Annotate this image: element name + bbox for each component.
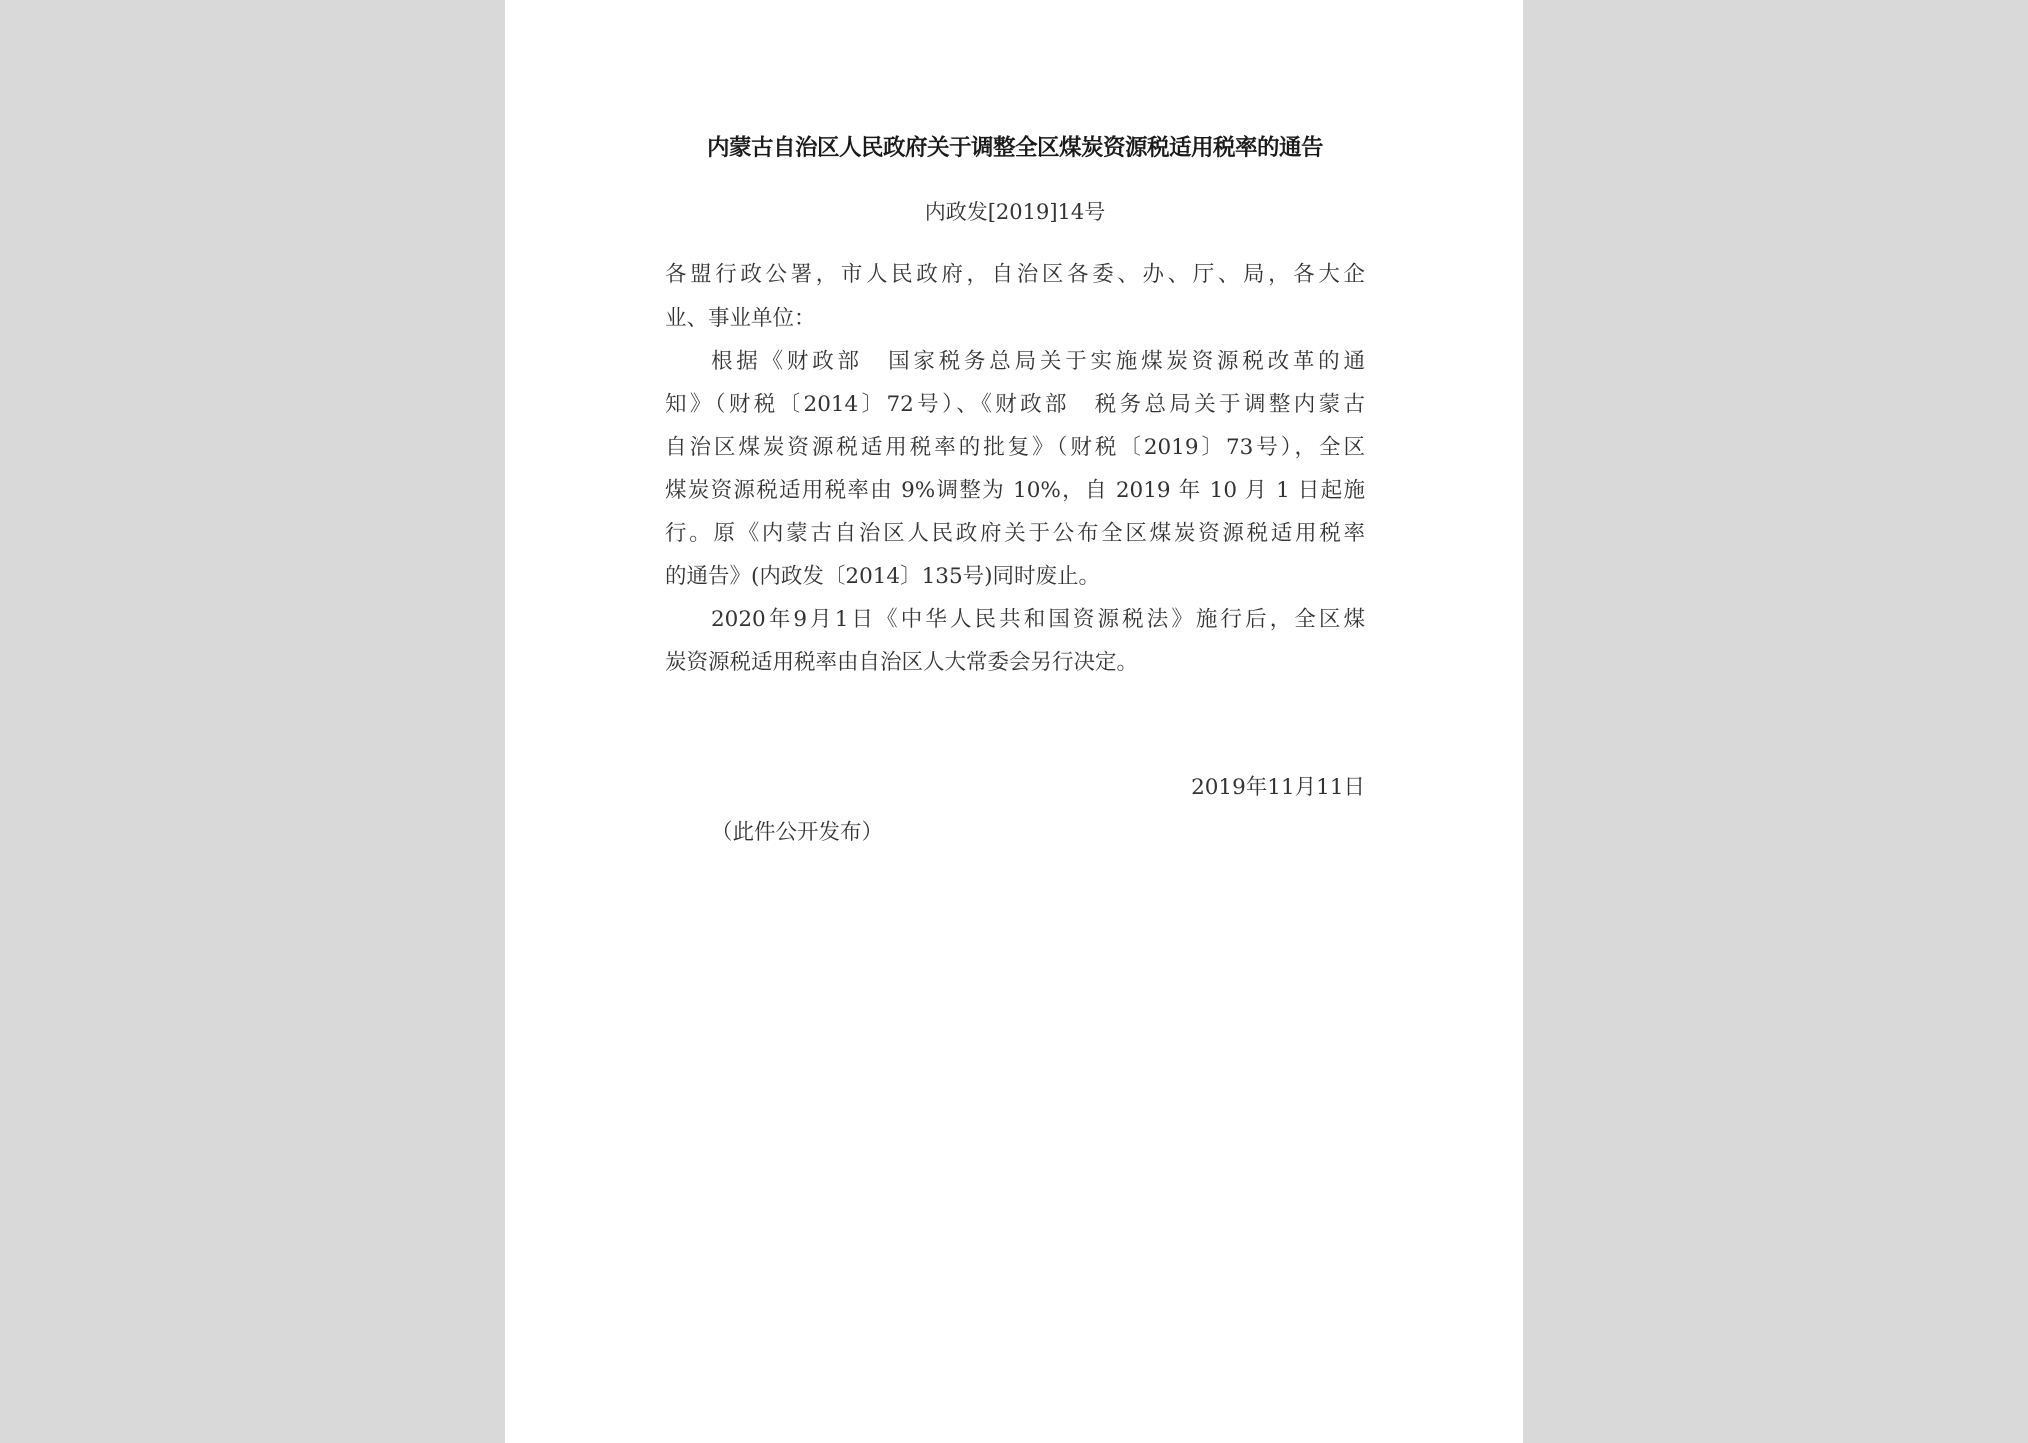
paragraph-line: 知》（财税〔2014〕72号）、《财政部 税务总局关于调整内蒙古 [665, 392, 1365, 417]
salutation-line: 业、事业单位： [665, 306, 816, 331]
paragraph-line: 行。原《内蒙古自治区人民政府关于公布全区煤炭资源税适用税率 [665, 521, 1365, 546]
paragraph-line: 自治区煤炭资源税适用税率的批复》（财税〔2019〕73号），全区 [665, 435, 1365, 460]
document-title: 内蒙古自治区人民政府关于调整全区煤炭资源税适用税率的通告 [706, 135, 1323, 161]
paragraph-line: 炭资源税适用税率由自治区人大常委会另行决定。 [665, 650, 1139, 675]
document-page [505, 0, 1523, 1443]
document-number: 内政发[2019]14号 [924, 200, 1106, 224]
paragraph-line: 根据《财政部 国家税务总局关于实施煤炭资源税改革的通 [711, 349, 1365, 374]
salutation-line: 各盟行政公署，市人民政府，自治区各委、办、厅、局，各大企 [665, 262, 1365, 287]
paragraph-line: 煤炭资源税适用税率由 9%调整为 10%，自 2019 年 10 月 1 日起施 [665, 478, 1365, 503]
paragraph-line: 2020年9月1日《中华人民共和国资源税法》施行后，全区煤 [711, 607, 1365, 632]
publication-note: （此件公开发布） [711, 820, 884, 845]
paragraph-line: 的通告》(内政发〔2014〕135号)同时废止。 [665, 564, 1101, 589]
document-date: 2019年11月11日 [1191, 775, 1365, 800]
